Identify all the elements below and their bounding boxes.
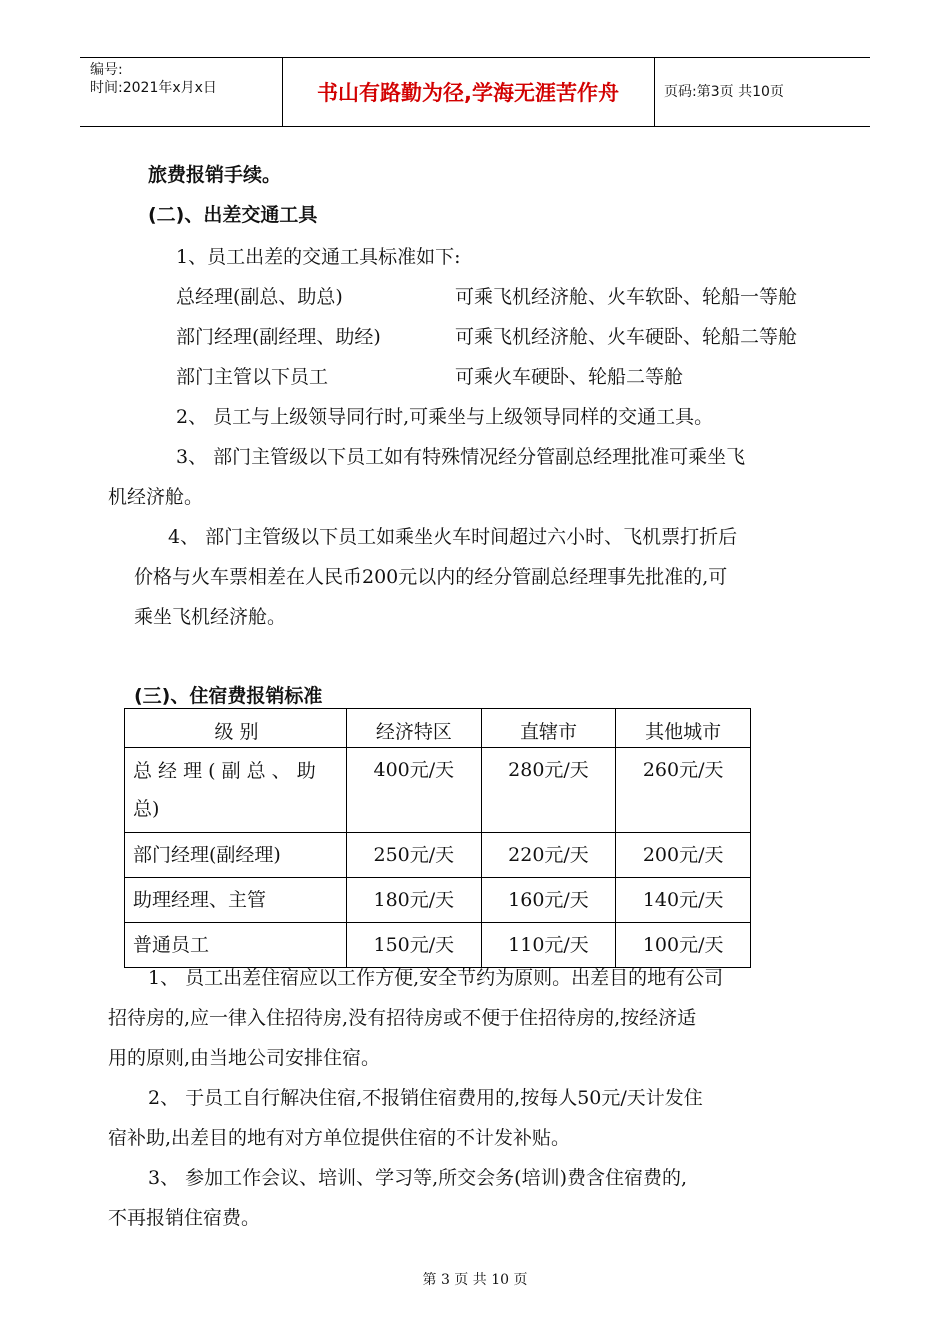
table-cell-level: 总 经 理 ( 副 总 、 助 总) (125, 748, 347, 833)
transport-item-4-line3: 乘坐飞机经济舱。 (134, 606, 287, 628)
header-page-cell (654, 58, 870, 126)
table-row (125, 748, 751, 833)
table-cell-level: 助理经理、主管 (125, 878, 347, 923)
table-cell: 220元/天 (481, 833, 616, 878)
page-header (80, 57, 870, 127)
transport-item-3-line1: 3、 部门主管级以下员工如有特殊情况经分管副总经理批准可乘坐飞 (176, 446, 746, 468)
transport-item-4-line1: 4、 部门主管级以下员工如乘坐火车时间超过六小时、飞机票打折后 (168, 526, 738, 548)
header-meta-cell (80, 58, 283, 126)
lodging-item-3-line1: 3、 参加工作会议、培训、学习等,所交会务(培训)费含住宿费的, (148, 1167, 688, 1189)
table-cell: 260元/天 (616, 748, 751, 833)
lodging-item-1-line2: 招待房的,应一律入住招待房,没有招待房或不便于住招待房的,按经济适 (108, 1007, 697, 1029)
lodging-standard-table (124, 708, 751, 968)
transport-item-4-line2: 价格与火车票相差在人民币200元以内的经分管副总经理事先批准的,可 (134, 566, 728, 588)
table-cell: 400元/天 (347, 748, 482, 833)
header-motto: 书山有路勤为径,学海无涯苦作舟 (317, 81, 619, 105)
table-cell: 150元/天 (347, 923, 482, 968)
section-title-transport: (二)、出差交通工具 (148, 204, 318, 226)
table-header-row (125, 709, 751, 748)
table-cell-level: 普通员工 (125, 923, 347, 968)
table-cell: 160元/天 (481, 878, 616, 923)
transport-role: 总经理(副总、助总) (176, 286, 343, 308)
doc-number-label: 编号: (90, 62, 123, 78)
transport-rule: 可乘飞机经济舱、火车软卧、轮船一等舱 (455, 286, 798, 308)
section-title-lodging: (三)、住宿费报销标准 (134, 685, 323, 707)
transport-item-2: 2、 员工与上级领导同行时,可乘坐与上级领导同样的交通工具。 (176, 406, 714, 428)
page-footer-number: 第 3 页 共 10 页 (422, 1272, 528, 1288)
table-row (125, 878, 751, 923)
transport-rule: 可乘飞机经济舱、火车硬卧、轮船二等舱 (455, 326, 798, 348)
table-header-cell: 其他城市 (616, 709, 751, 748)
transport-role: 部门经理(副经理、助经) (176, 326, 381, 348)
lodging-item-3-line2: 不再报销住宿费。 (108, 1207, 261, 1229)
table-cell: 180元/天 (347, 878, 482, 923)
table-cell: 100元/天 (616, 923, 751, 968)
table-header-cell: 直辖市 (481, 709, 616, 748)
lodging-item-1-line3: 用的原则,由当地公司安排住宿。 (108, 1047, 381, 1069)
transport-item-3-line2: 机经济舱。 (108, 486, 204, 508)
transport-item-1: 1、员工出差的交通工具标准如下: (176, 246, 461, 268)
lodging-item-1-line1: 1、 员工出差住宿应以工作方便,安全节约为原则。出差目的地有公司 (148, 967, 724, 989)
header-page-label: 页码:第3页 共10页 (664, 84, 784, 100)
lodging-item-2-line2: 宿补助,出差目的地有对方单位提供住宿的不计发补贴。 (108, 1127, 571, 1149)
table-row (125, 833, 751, 878)
table-cell: 140元/天 (616, 878, 751, 923)
header-motto-cell (282, 58, 655, 126)
table-header-cell: 级 别 (125, 709, 347, 748)
paragraph-continued: 旅费报销手续。 (148, 164, 282, 186)
transport-rule: 可乘火车硬卧、轮船二等舱 (455, 366, 684, 388)
table-cell: 110元/天 (481, 923, 616, 968)
table-cell-level: 部门经理(副经理) (125, 833, 347, 878)
transport-role: 部门主管以下员工 (176, 366, 329, 388)
table-cell: 250元/天 (347, 833, 482, 878)
table-header-cell: 经济特区 (347, 709, 482, 748)
table-cell: 280元/天 (481, 748, 616, 833)
table-row (125, 923, 751, 968)
table-cell: 200元/天 (616, 833, 751, 878)
lodging-item-2-line1: 2、 于员工自行解决住宿,不报销住宿费用的,按每人50元/天计发住 (148, 1087, 703, 1109)
doc-time-label: 时间:2021年x月x日 (90, 80, 217, 96)
